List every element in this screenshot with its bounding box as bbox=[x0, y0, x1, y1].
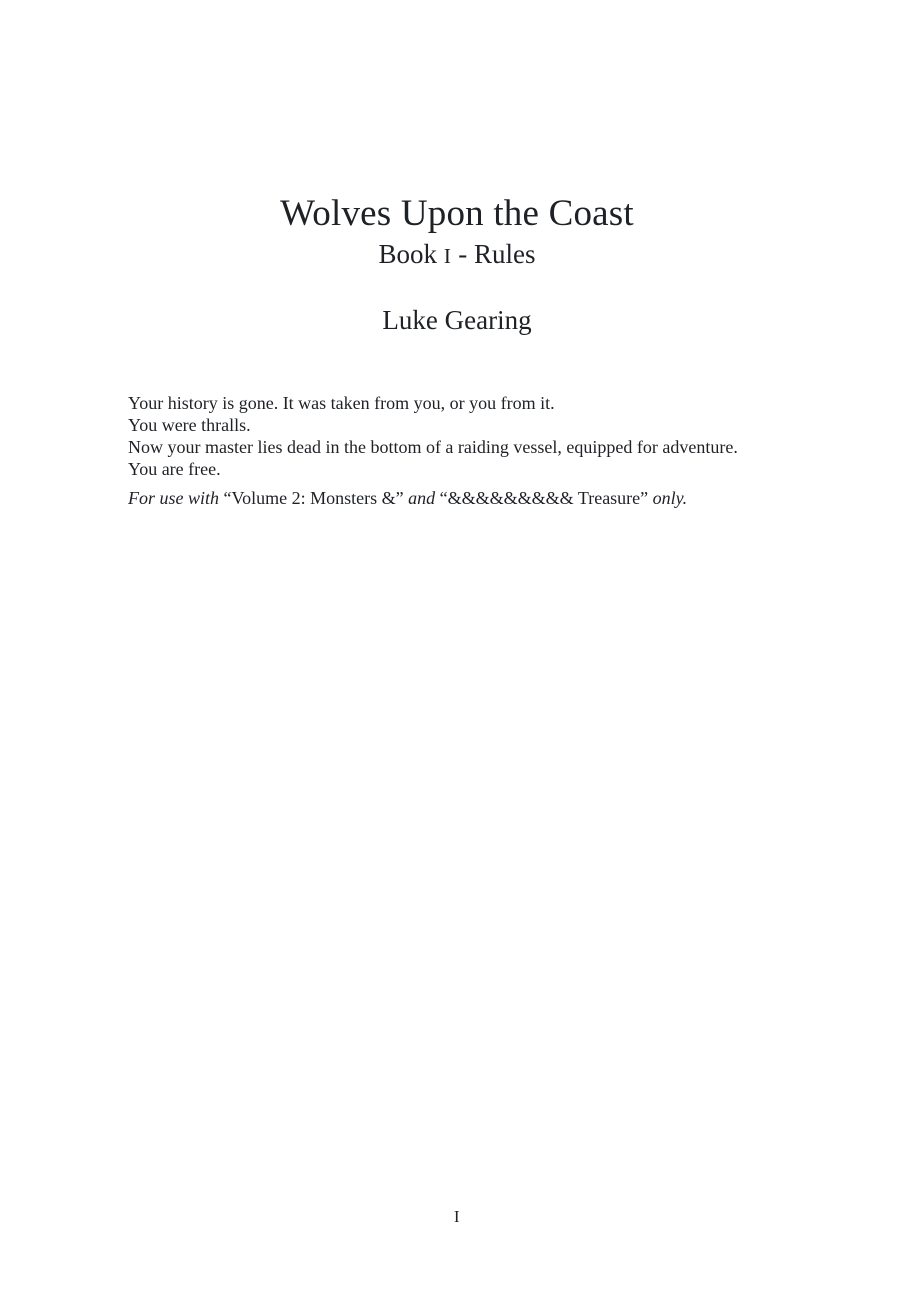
subtitle-volume-numeral: I bbox=[443, 244, 452, 268]
usage-note-italic-segment: For use with bbox=[128, 488, 224, 508]
subtitle-prefix: Book bbox=[378, 239, 444, 269]
book-title: Wolves Upon the Coast bbox=[280, 193, 634, 234]
usage-note-quoted-title-1: “Volume 2: Monsters &” bbox=[223, 488, 404, 508]
book-subtitle bbox=[0, 238, 914, 272]
author-name: Luke Gearing bbox=[382, 305, 532, 335]
intro-section bbox=[128, 392, 738, 509]
intro-line: Now your master lies dead in the bottom of a raiding vessel, equipped for adventure. bbox=[128, 437, 738, 457]
usage-note-italic-segment: and bbox=[403, 488, 440, 508]
usage-note-quoted-title-2: “&&&&&&&&& Treasure” bbox=[439, 488, 649, 508]
usage-note-italic-segment: only. bbox=[648, 488, 688, 508]
intro-line: You are free. bbox=[128, 459, 221, 479]
usage-note bbox=[128, 487, 738, 509]
page-number: I bbox=[453, 1207, 461, 1226]
title-block bbox=[0, 194, 914, 336]
intro-line: Your history is gone. It was taken from you, or you from it. bbox=[128, 393, 555, 413]
intro-line: You were thralls. bbox=[128, 415, 251, 435]
subtitle-suffix: - Rules bbox=[451, 239, 536, 269]
